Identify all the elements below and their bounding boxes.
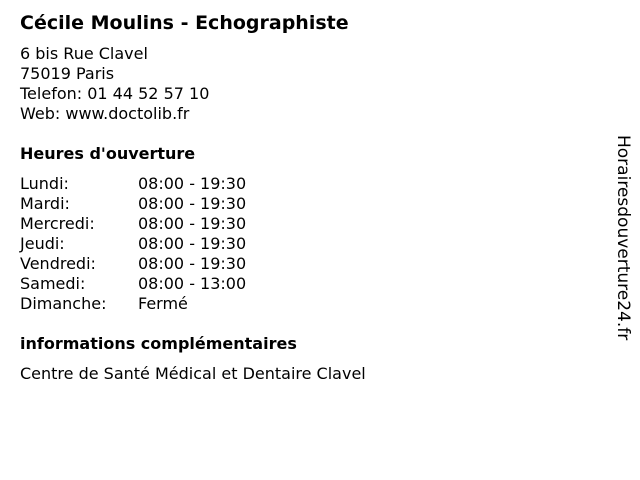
day-hours: 08:00 - 19:30 — [138, 254, 247, 273]
day-hours: 08:00 - 19:30 — [138, 174, 247, 193]
phone-line: Telefon: 01 44 52 57 10 — [20, 84, 210, 103]
day-label: Lundi: — [20, 174, 69, 193]
address-street: 6 bis Rue Clavel — [20, 44, 148, 63]
opening-hours-table — [20, 174, 246, 314]
hours-row — [20, 274, 246, 294]
day-label: Samedi: — [20, 274, 86, 293]
hours-row — [20, 194, 246, 214]
hours-row — [20, 294, 246, 314]
day-label: Mercredi: — [20, 214, 95, 233]
hours-row — [20, 234, 246, 254]
day-hours: 08:00 - 19:30 — [138, 234, 247, 253]
address-city: 75019 Paris — [20, 64, 115, 83]
day-label: Dimanche: — [20, 294, 107, 313]
day-hours: 08:00 - 19:30 — [138, 214, 247, 233]
hours-row — [20, 214, 246, 234]
hours-row — [20, 254, 246, 274]
day-label: Jeudi: — [20, 234, 65, 253]
additional-info-text: Centre de Santé Médical et Dentaire Clavel — [20, 364, 366, 383]
day-label: Vendredi: — [20, 254, 96, 273]
day-hours: 08:00 - 19:30 — [138, 194, 247, 213]
additional-info-heading: informations complémentaires — [20, 334, 297, 353]
day-label: Mardi: — [20, 194, 70, 213]
day-hours: 08:00 - 13:00 — [138, 274, 247, 293]
website-line: Web: www.doctolib.fr — [20, 104, 190, 123]
site-brand-vertical: Horairesdouverture24.fr — [613, 135, 633, 341]
opening-hours-heading: Heures d'ouverture — [20, 144, 196, 163]
day-hours: Fermé — [138, 294, 188, 313]
listing-content — [20, 10, 580, 384]
business-title: Cécile Moulins - Echographiste — [20, 12, 349, 34]
hours-row — [20, 174, 246, 194]
